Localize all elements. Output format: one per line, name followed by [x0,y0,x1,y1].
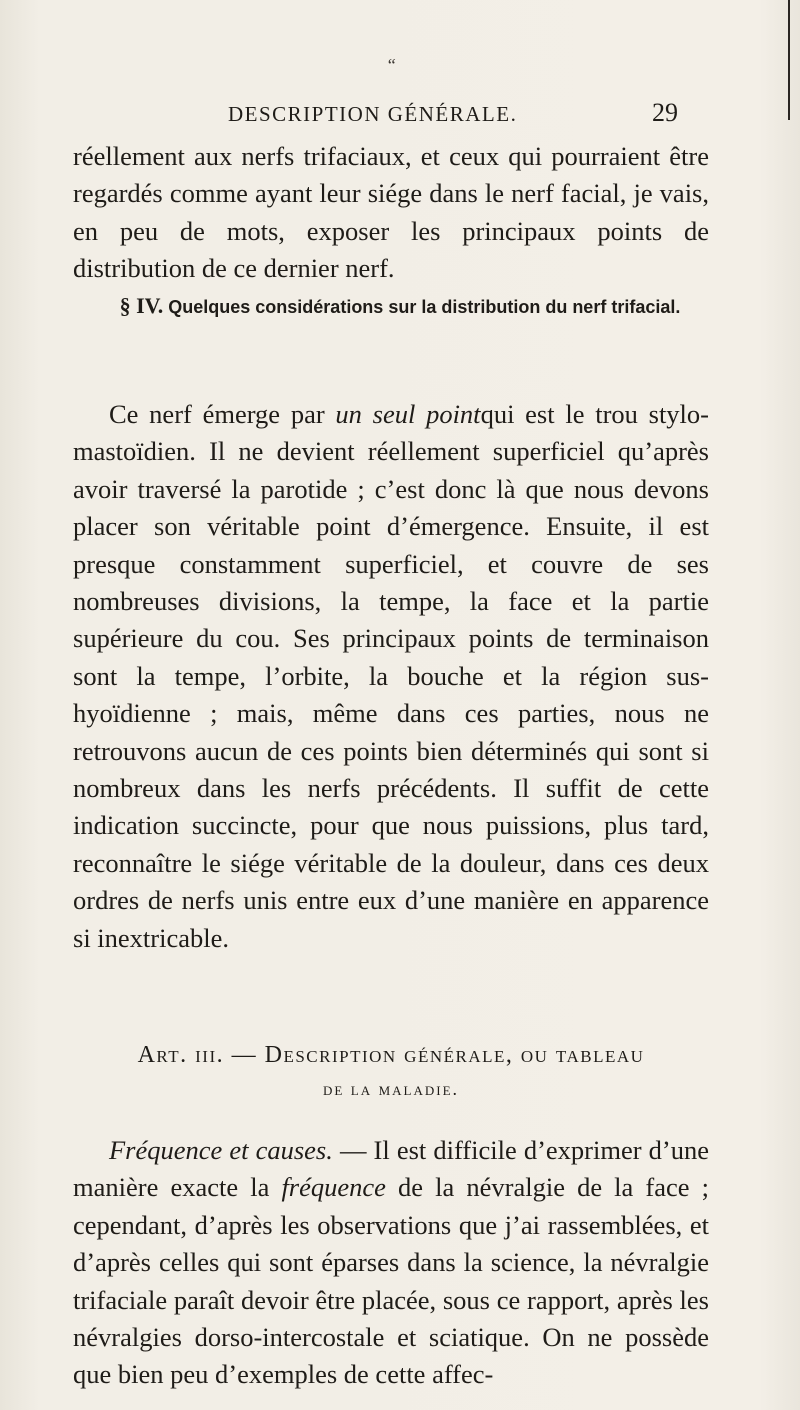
paragraph-text: de la névralgie de la face ; cependant, d’après les observations que j’ai rassemblées, et d’après celles qui sont éparses dans la science, la névralgie trifaciale paraît devoir être placée, sous ce rapport, après les névralgies dorso-intercostale et sciatique. On ne possède que bien peu d’exemples de cette affec- [73,1172,709,1390]
italic-word: fréquence [281,1172,386,1203]
article-heading [73,1038,709,1106]
section-number: § IV. [119,293,164,318]
italic-phrase: un seul point [335,399,481,429]
printer-mark: “ [386,55,397,75]
section-heading [90,293,710,320]
paragraph-text: qui est le trou stylo-mastoïdien. Il ne devient réellement superficiel qu’après avoir traversé la parotide ; c’est donc là que nous devons placer son véritable point d’émergence. Ensuite, il est presque constamment superficiel, et couvre de ses nombreuses divisions, la tempe, la face et la partie supérieure du cou. Ses principaux points de terminaison sont la tempe, l’orbite, la bouche et la région sus-hyoïdienne ; mais, même dans ces parties, nous ne retrouvons aucun de ces points bien déterminés qui sont si nombreux dans les nerfs précédents. Il suffit de cette indication succincte, pour que nous puissions, plus tard, reconnaître le siége véritable de la douleur, dans ces deux ordres de nerfs unis entre eux d’une manière en apparence si inextricable. [73,399,709,953]
running-title: DESCRIPTION GÉNÉRALE. [228,102,518,126]
paragraph-nerf-emergence [73,396,709,957]
article-subtitle: de la maladie. [322,1079,460,1099]
article-title: Art. iii. — Description générale, ou tableau [137,1042,645,1068]
paragraph-text: — Il est difficile d’exprimer d’une manière exacte la [73,1135,709,1203]
paragraph-text: Ce nerf émerge par [109,399,336,429]
section-title: Quelques considérations sur la distribution du nerf trifacial. [168,297,681,317]
italic-lead: Fréquence et causes. [109,1135,333,1165]
paragraph-frequence [73,1132,709,1394]
page-number: 29 [652,98,678,127]
paragraph-continuation: réellement aux nerfs trifaciaux, et ceux qui pourraient être regardés comme ayant leur siége dans le nerf facial, je vais, en peu de mots, exposer les principaux points de distribution de ce dernier nerf. [73,141,709,284]
running-head [0,88,800,128]
